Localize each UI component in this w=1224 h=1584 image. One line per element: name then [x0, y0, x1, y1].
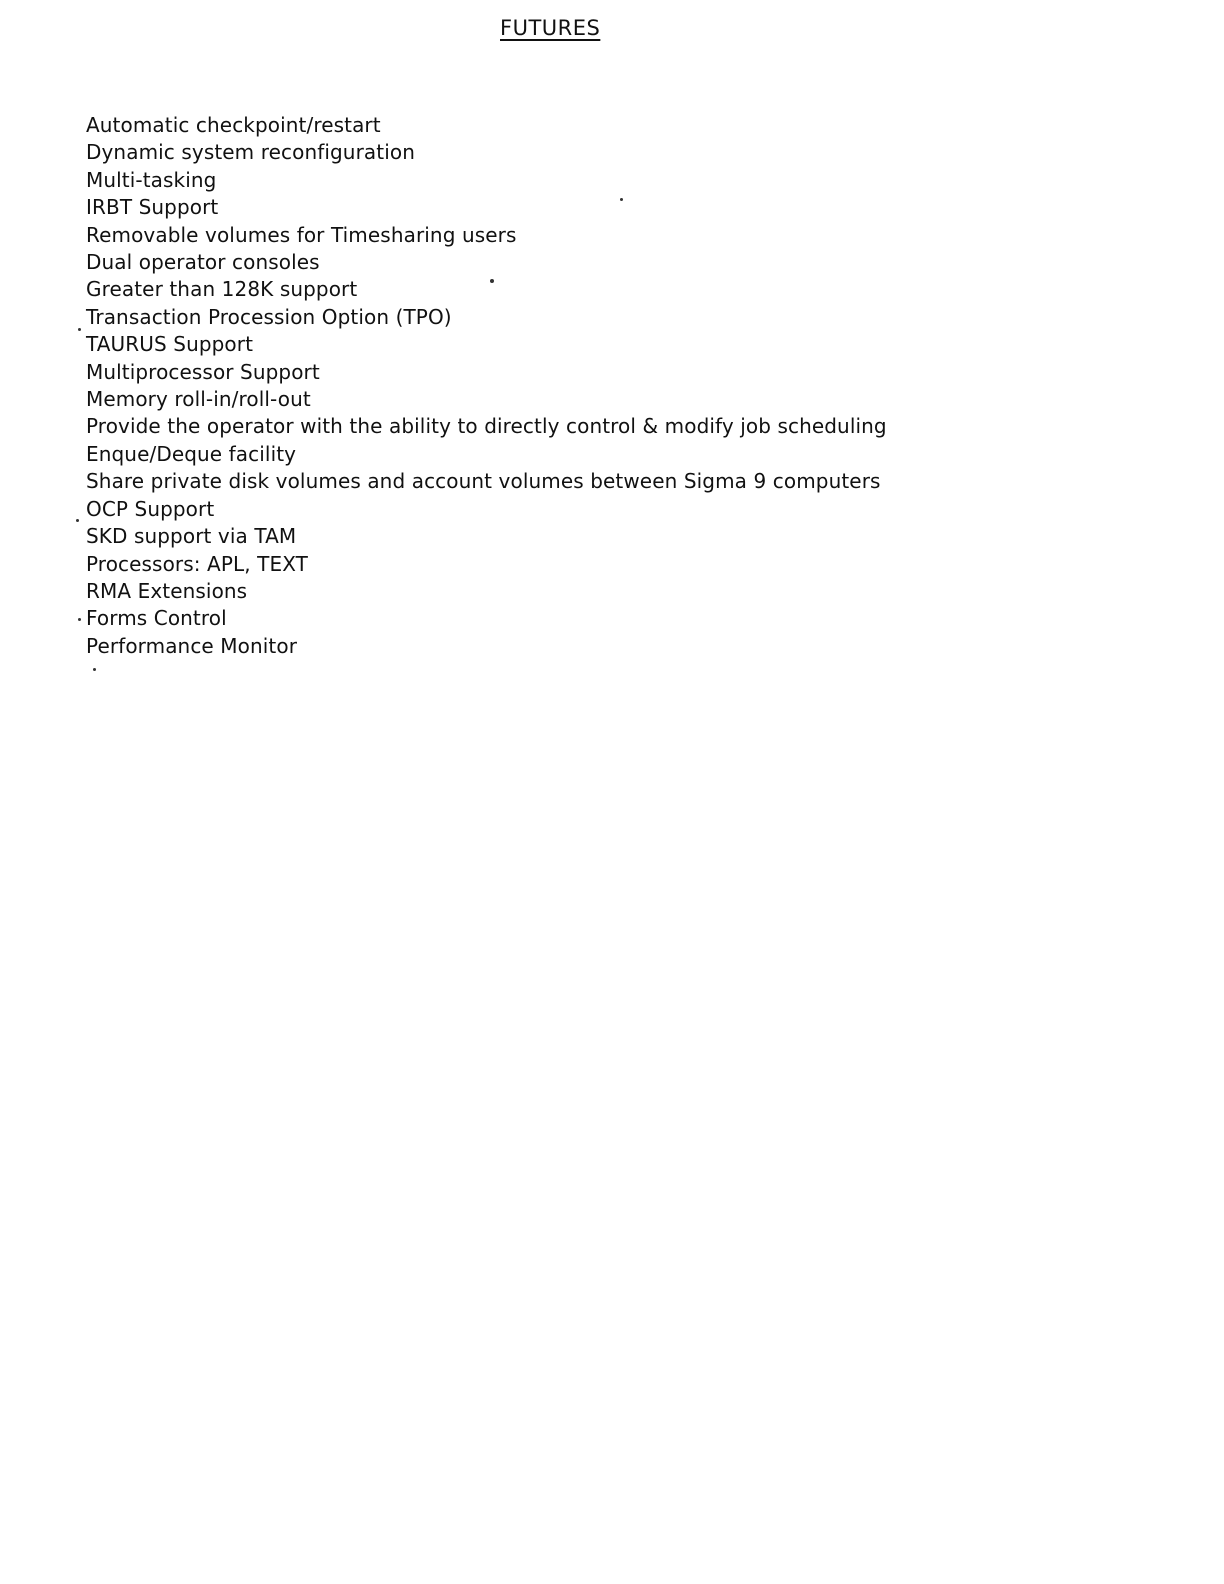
- list-item: IRBT Support: [86, 195, 219, 220]
- list-item: Greater than 128K support: [86, 277, 358, 302]
- list-item: RMA Extensions: [86, 578, 248, 603]
- list-item: Enque/Deque facility: [86, 441, 297, 466]
- list-item: Memory roll-in/roll-out: [86, 387, 311, 412]
- scan-speck: [490, 279, 494, 283]
- list-item: Forms Control: [86, 606, 227, 631]
- scan-speck: [78, 618, 81, 621]
- scan-speck: [93, 668, 96, 671]
- list-item: Multi-tasking: [86, 167, 217, 192]
- scan-speck: [620, 198, 623, 201]
- list-item: SKD support via TAM: [86, 524, 297, 549]
- list-item: Provide the operator with the ability to directly control & modify job scheduling: [86, 414, 887, 439]
- list-item: Performance Monitor: [86, 633, 298, 658]
- page-title: FUTURES: [500, 16, 601, 40]
- list-item: Transaction Procession Option (TPO): [86, 304, 452, 329]
- list-item: Dual operator consoles: [86, 250, 320, 275]
- scan-speck: [76, 519, 79, 522]
- list-item: Dynamic system reconfiguration: [86, 140, 415, 165]
- list-item: Share private disk volumes and account volumes between Sigma 9 computers: [86, 469, 881, 494]
- scan-speck: [78, 328, 81, 331]
- list-item: TAURUS Support: [86, 332, 254, 357]
- list-item: OCP Support: [86, 496, 215, 521]
- list-item: Multiprocessor Support: [86, 359, 320, 384]
- list-item: Removable volumes for Timesharing users: [86, 222, 517, 247]
- list-item: Automatic checkpoint/restart: [86, 113, 381, 137]
- list-item: Processors: APL, TEXT: [86, 551, 308, 576]
- futures-list: [86, 112, 887, 660]
